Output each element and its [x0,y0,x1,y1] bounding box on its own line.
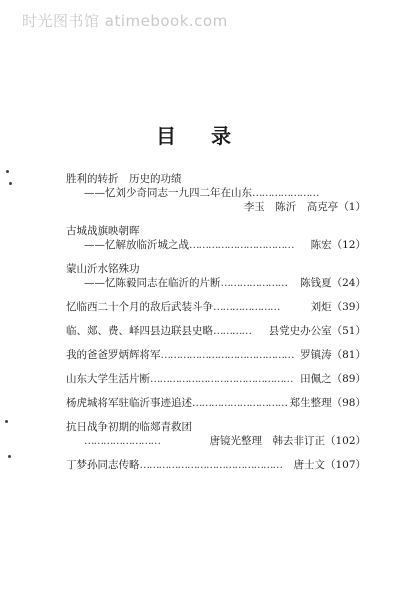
entry-author: 罗镇涛 [300,349,332,361]
scan-speck [9,182,12,185]
toc-entry [66,372,366,386]
leader-dots: …………………………………… [160,349,294,361]
entry-title: 忆临西二十个月的敌后武装斗争 [66,301,213,313]
entry-page: （81） [331,349,366,361]
entry-page: （89） [331,373,366,385]
table-of-contents [66,172,366,482]
scan-speck [8,455,11,458]
leader-dots: ………………… [220,277,287,289]
entry-author: 陈宏 [310,239,332,251]
entry-title: 蒙山沂水铭殊功 [66,263,140,275]
entry-page: （1） [338,201,366,213]
leader-dots: ………………… [213,301,280,313]
scan-speck [6,170,9,173]
entry-page: （98） [331,397,366,409]
entry-author: 唐士文 [293,459,325,471]
leader-dots: ………………… [252,187,319,199]
entry-title: 我的爸爸罗炳辉将军 [66,349,161,361]
leader-dots: ………… [213,325,251,337]
entry-title: 胜利的转折 历史的功绩 [66,173,182,185]
leader-dots: ……………………………………… [139,459,282,471]
entry-page: （39） [331,301,366,313]
entry-author: 唐镜光整理 韩去非订正 [209,435,325,447]
leader-dots: ……………………………………… [150,373,293,385]
leader-dots: …………………………… [189,239,294,251]
entry-page: （107） [324,459,366,471]
entry-page: （12） [331,239,366,251]
entry-author: 郑生整理 [289,397,332,409]
leader-dots: ………………………… [192,397,287,409]
entry-author: 田佩之 [300,373,332,385]
entry-title: 临、郯、费、峄四县边联县史略 [66,325,213,337]
toc-entry [66,420,366,448]
toc-entry [66,324,366,338]
entry-author: 刘炬 [310,301,332,313]
entry-title: 古城战旗映朝晖 [66,225,140,237]
toc-entry [66,172,366,214]
toc-entry [66,348,366,362]
leader-dots: …………………… [84,435,160,447]
toc-entry [66,262,366,290]
entry-title: 抗日战争初期的临郯青救团 [66,421,192,433]
entry-subtitle: ——忆陈毅同志在临沂的片断 [84,277,221,289]
entry-page: （51） [331,325,366,337]
toc-entry [66,300,366,314]
entry-page: （102） [324,435,366,447]
entry-subtitle: ——忆解放临沂城之战 [84,239,189,251]
toc-entry [66,396,366,410]
watermark: 时光图书馆 atimebook.com [22,12,228,30]
entry-author: 李玉 陈沂 高克亭 [243,201,339,213]
scan-speck [5,420,8,423]
entry-title: 山东大学生活片断 [66,373,150,385]
entry-subtitle: ——忆刘少奇同志一九四二年在山东 [84,187,252,199]
toc-entry [66,458,366,472]
entry-author: 县党史办公室 [268,325,332,337]
entry-title: 丁梦孙同志传略 [66,459,140,471]
entry-author: 陈钱夏 [300,277,332,289]
entry-title: 杨虎城将军驻临沂事迹追述 [66,397,192,409]
page-title: 目 录 [156,124,245,148]
toc-entry [66,224,366,252]
entry-page: （24） [331,277,366,289]
